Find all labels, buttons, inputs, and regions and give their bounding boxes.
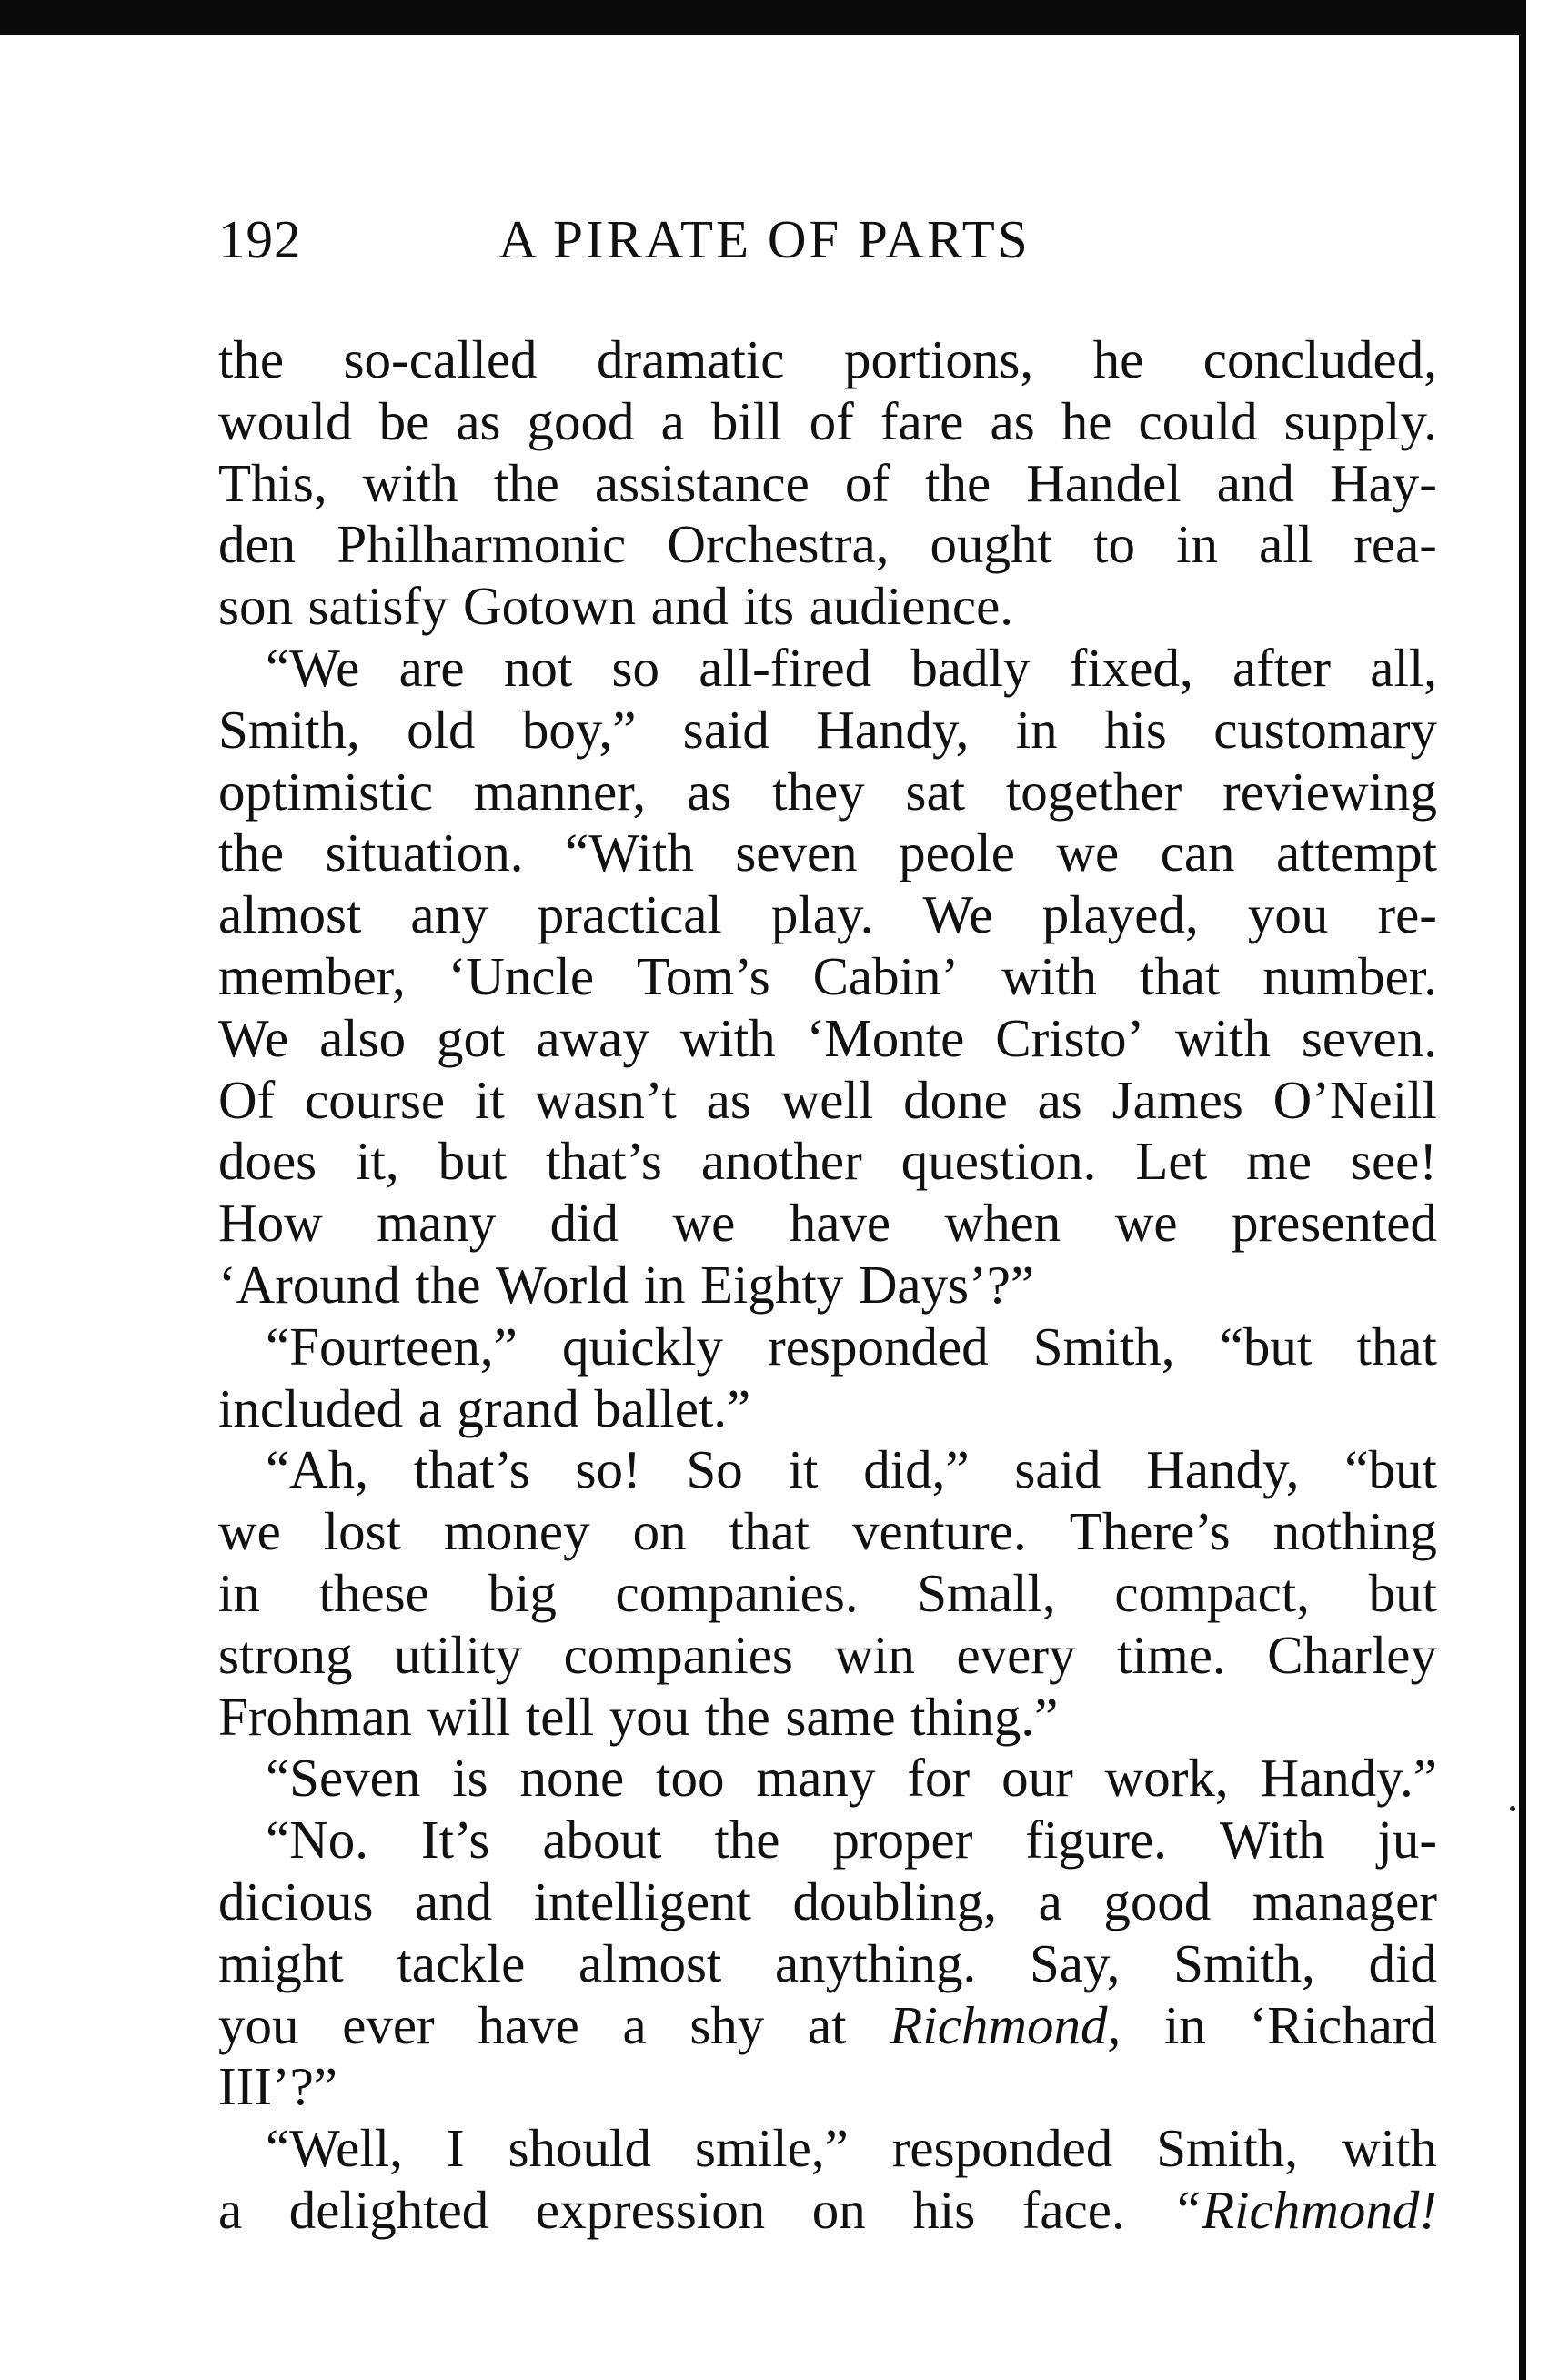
- page-number: 192: [218, 209, 302, 269]
- text-line: [218, 329, 1437, 391]
- word: big: [488, 1562, 557, 1623]
- word: a: [622, 1994, 647, 2055]
- word: its: [743, 576, 795, 637]
- word: it: [474, 1069, 505, 1130]
- word: seven.: [1301, 1007, 1437, 1068]
- word: have: [789, 1193, 891, 1254]
- word: We: [922, 884, 993, 945]
- word: With: [1219, 1810, 1325, 1871]
- word: and: [650, 576, 729, 637]
- word: thing.”: [910, 1686, 1059, 1747]
- word: to: [1093, 514, 1135, 575]
- text-line: [218, 822, 1437, 884]
- word: of: [809, 390, 854, 451]
- word: venture.: [852, 1501, 1027, 1562]
- word: den: [218, 514, 297, 575]
- word: ‘Richard: [1249, 1994, 1437, 2055]
- word: anything.: [775, 1932, 977, 1993]
- word: ‘Monte: [806, 1007, 965, 1068]
- word: can: [1160, 822, 1235, 883]
- word: proper: [832, 1810, 973, 1871]
- word: We: [218, 1007, 289, 1068]
- word: did: [1368, 1932, 1437, 1993]
- text-line: [218, 1193, 1437, 1255]
- word: they: [772, 761, 865, 822]
- word: that: [1356, 1316, 1437, 1377]
- word: concluded,: [1202, 329, 1437, 389]
- word: all-fired: [699, 637, 872, 698]
- text-line: [218, 1008, 1437, 1070]
- text-line: [218, 1131, 1437, 1193]
- word: good: [527, 390, 635, 451]
- word: so: [611, 637, 659, 698]
- word: Say,: [1029, 1932, 1121, 1993]
- text-line: [218, 1070, 1437, 1132]
- word: in: [1176, 514, 1219, 575]
- word: So: [686, 1439, 743, 1500]
- word: does: [218, 1131, 317, 1192]
- word: you: [1247, 884, 1329, 945]
- word: did: [549, 1193, 619, 1254]
- word: Smith,: [1032, 1316, 1175, 1377]
- word: another: [700, 1131, 862, 1192]
- word: the: [704, 1686, 770, 1747]
- word: Days’?”: [858, 1254, 1035, 1315]
- text-line: [218, 514, 1437, 576]
- word: it,: [356, 1131, 399, 1192]
- text-line: [218, 1810, 1437, 1871]
- word: peole: [899, 822, 1015, 883]
- text-line: [218, 2180, 1437, 2242]
- word: away: [536, 1007, 649, 1068]
- word: manner,: [473, 761, 647, 822]
- word: O’Neill: [1272, 1069, 1437, 1130]
- word: fixed,: [1069, 637, 1193, 698]
- word: it: [788, 1439, 819, 1500]
- word: attempt: [1276, 822, 1437, 883]
- word: “but: [1344, 1439, 1437, 1500]
- word: wasn’t: [534, 1069, 677, 1130]
- word: This,: [218, 452, 327, 513]
- word: sat: [905, 761, 966, 822]
- word: in: [643, 1254, 686, 1315]
- word: presented: [1231, 1193, 1437, 1254]
- word: almost: [218, 884, 362, 945]
- word: he: [1092, 329, 1144, 389]
- text-line: [218, 1378, 1437, 1440]
- word: seven: [735, 822, 858, 883]
- text-line: [218, 1501, 1437, 1563]
- word: smile,”: [694, 2118, 849, 2179]
- word: Smith,: [218, 699, 360, 760]
- word: compact,: [1114, 1562, 1310, 1623]
- word: Orchestra,: [667, 514, 890, 575]
- right-border-rule: [1519, 0, 1526, 2380]
- word: but: [1368, 1562, 1437, 1623]
- word: customary: [1213, 699, 1437, 760]
- word: well: [780, 1069, 874, 1130]
- word: included: [218, 1377, 404, 1438]
- word: Cristo’: [995, 1007, 1145, 1068]
- word: Let: [1135, 1131, 1207, 1192]
- word: his: [1104, 699, 1167, 760]
- word: bill: [710, 390, 783, 451]
- text-line: [218, 638, 1437, 700]
- text-line: [218, 1255, 1437, 1316]
- word: optimistic: [218, 761, 433, 822]
- word: the: [415, 1254, 481, 1315]
- word: portions,: [843, 329, 1034, 389]
- word: Richmond,: [890, 1994, 1121, 2055]
- word: would: [218, 390, 353, 451]
- word: reviewing: [1222, 761, 1437, 822]
- word: “but: [1219, 1316, 1313, 1377]
- word: so-called: [343, 329, 538, 389]
- word: Of: [218, 1069, 276, 1130]
- word: practical: [537, 884, 722, 945]
- word: manager: [1252, 1871, 1437, 1931]
- word: I: [446, 2118, 465, 2179]
- word: dramatic: [597, 329, 785, 389]
- word: grand: [457, 1377, 579, 1438]
- word: none: [519, 1748, 625, 1809]
- word: number.: [1262, 945, 1437, 1006]
- word: his: [912, 2179, 976, 2240]
- word: but: [438, 1131, 508, 1192]
- word: Handy.”: [1260, 1748, 1437, 1809]
- word: that’s: [546, 1131, 662, 1192]
- word: satisfy: [307, 576, 448, 637]
- word: we: [672, 1193, 736, 1254]
- word: “Seven: [266, 1748, 421, 1809]
- word: in: [1163, 1994, 1206, 2055]
- word: play.: [770, 884, 874, 945]
- word: be: [378, 390, 430, 451]
- word: on: [632, 1501, 687, 1562]
- word: we: [1114, 1193, 1178, 1254]
- text-line: [218, 1995, 1437, 2057]
- word: a: [1038, 1871, 1062, 1931]
- word: win: [834, 1624, 915, 1685]
- text-line: [218, 946, 1437, 1008]
- word: you: [218, 1994, 299, 2055]
- word: Smith,: [1156, 2118, 1299, 2179]
- word: any: [410, 884, 488, 945]
- word: time.: [1117, 1624, 1226, 1685]
- word: about: [542, 1810, 662, 1871]
- word: almost: [578, 1932, 722, 1993]
- word: played,: [1041, 884, 1199, 945]
- word: Eighty: [699, 1254, 844, 1315]
- word: we: [218, 1501, 281, 1562]
- word: that’s: [413, 1439, 530, 1500]
- word: with: [1342, 2118, 1437, 2179]
- word: with: [679, 1007, 776, 1068]
- word: responded: [768, 1316, 989, 1377]
- text-line: [218, 1439, 1437, 1501]
- word: companies: [563, 1624, 793, 1685]
- text-line: [218, 1748, 1437, 1810]
- word: good: [1103, 1871, 1212, 1931]
- word: situation.: [325, 822, 524, 883]
- word: old: [407, 699, 476, 760]
- word: a: [660, 390, 685, 451]
- scan-speck: [1510, 1806, 1515, 1811]
- word: Charley: [1267, 1624, 1437, 1685]
- word: as: [990, 390, 1035, 451]
- word: at: [808, 1994, 847, 2055]
- word: in: [218, 1562, 260, 1623]
- word: Philharmonic: [337, 514, 627, 575]
- word: tackle: [397, 1932, 526, 1993]
- word: so!: [575, 1439, 641, 1500]
- word: every: [956, 1624, 1076, 1685]
- word: figure.: [1025, 1810, 1167, 1871]
- word: a: [218, 2179, 243, 2240]
- word: It’s: [420, 1810, 490, 1871]
- word: James: [1111, 1069, 1243, 1130]
- word: ballet.”: [594, 1377, 751, 1438]
- word: could: [1138, 390, 1258, 451]
- word: ju-: [1377, 1810, 1437, 1871]
- word: member,: [218, 945, 406, 1006]
- word: as: [687, 761, 732, 822]
- word: face.: [1021, 2179, 1125, 2240]
- text-line: [218, 391, 1437, 453]
- word: Hay-: [1330, 452, 1437, 513]
- text-line: [218, 1316, 1437, 1378]
- word: for: [907, 1748, 971, 1809]
- word: responded: [891, 2118, 1113, 2179]
- word: a: [417, 1377, 442, 1438]
- word: in: [1015, 699, 1058, 760]
- word: all: [1259, 514, 1313, 575]
- word: are: [398, 637, 465, 698]
- word: and: [414, 1871, 493, 1931]
- text-line: [218, 700, 1437, 761]
- word: all,: [1370, 637, 1437, 698]
- word: There’s: [1069, 1501, 1231, 1562]
- word: question.: [900, 1131, 1097, 1192]
- word: “Well,: [266, 2118, 403, 2179]
- text-line: [218, 453, 1437, 515]
- word: me: [1245, 1131, 1313, 1192]
- word: “With: [565, 822, 694, 883]
- body-text: [218, 329, 1437, 2242]
- word: that: [729, 1501, 810, 1562]
- word: we: [1056, 822, 1120, 883]
- word: after: [1232, 637, 1332, 698]
- word: Small,: [917, 1562, 1056, 1623]
- word: “Richmond!: [1172, 2179, 1437, 2240]
- word: quickly: [562, 1316, 723, 1377]
- word: course: [305, 1069, 446, 1130]
- word: intelligent: [533, 1871, 751, 1931]
- word: done: [903, 1069, 1008, 1130]
- text-line: [218, 2056, 1437, 2118]
- word: ought: [930, 514, 1052, 575]
- word: ever: [342, 1994, 435, 2055]
- word: III’?”: [218, 2056, 337, 2117]
- word: Gotown: [463, 576, 637, 637]
- word: “Ah,: [266, 1439, 369, 1500]
- word: the: [218, 822, 285, 883]
- word: strong: [218, 1624, 353, 1685]
- running-head: [218, 207, 1437, 271]
- word: ‘Around: [218, 1254, 400, 1315]
- word: as: [706, 1069, 751, 1130]
- word: many: [756, 1748, 876, 1809]
- word: nothing: [1272, 1501, 1437, 1562]
- word: Smith,: [1173, 1932, 1315, 1993]
- word: companies.: [615, 1562, 859, 1623]
- word: is: [452, 1748, 488, 1809]
- word: How: [218, 1193, 323, 1254]
- word: “No.: [266, 1810, 369, 1871]
- text-line: [218, 1933, 1437, 1995]
- word: dicious: [218, 1871, 374, 1931]
- word: badly: [910, 637, 1031, 698]
- word: as: [456, 390, 501, 451]
- word: said: [682, 699, 769, 760]
- word: “We: [266, 637, 360, 698]
- text-line: [218, 1687, 1437, 1749]
- word: too: [656, 1748, 725, 1809]
- word: fare: [880, 390, 964, 451]
- word: “Fourteen,”: [266, 1316, 518, 1377]
- word: shy: [689, 1994, 765, 2055]
- word: doubling,: [792, 1871, 998, 1931]
- word: also: [319, 1007, 407, 1068]
- word: these: [318, 1562, 429, 1623]
- word: with: [1001, 945, 1097, 1006]
- word: on: [811, 2179, 866, 2240]
- word: as: [1037, 1069, 1082, 1130]
- word: the: [714, 1810, 780, 1871]
- text-line: [218, 576, 1437, 638]
- text-line: [218, 1563, 1437, 1625]
- word: World: [496, 1254, 629, 1315]
- word: Frohman: [218, 1686, 413, 1747]
- word: got: [437, 1007, 506, 1068]
- word: have: [478, 1994, 579, 2055]
- word: tell: [525, 1686, 595, 1747]
- word: same: [785, 1686, 896, 1747]
- word: re-: [1377, 884, 1437, 945]
- word: will: [427, 1686, 511, 1747]
- word: should: [508, 2118, 651, 2179]
- word: many: [377, 1193, 497, 1254]
- word: ‘Uncle: [448, 945, 595, 1006]
- word: he: [1061, 390, 1112, 451]
- word: money: [444, 1501, 590, 1562]
- word: Handel: [1026, 452, 1182, 513]
- word: son: [218, 576, 293, 637]
- word: expression: [535, 2179, 766, 2240]
- word: delighted: [288, 2179, 489, 2240]
- word: the: [218, 329, 285, 389]
- word: with: [1175, 1007, 1271, 1068]
- word: and: [1216, 452, 1294, 513]
- word: Handy,: [816, 699, 970, 760]
- word: of: [844, 452, 890, 513]
- word: our: [1001, 1748, 1073, 1809]
- word: supply.: [1283, 390, 1437, 451]
- word: Handy,: [1146, 1439, 1300, 1500]
- word: the: [925, 452, 991, 513]
- word: utility: [394, 1624, 523, 1685]
- word: when: [944, 1193, 1061, 1254]
- word: you: [609, 1686, 690, 1747]
- word: the: [493, 452, 559, 513]
- word: might: [218, 1932, 344, 1993]
- text-line: [218, 2118, 1437, 2180]
- text-line: [218, 1871, 1437, 1933]
- running-title: A PIRATE OF PARTS: [498, 209, 1031, 269]
- word: not: [503, 637, 573, 698]
- word: work,: [1104, 1748, 1229, 1809]
- word: rea-: [1353, 514, 1437, 575]
- word: with: [362, 452, 458, 513]
- word: lost: [323, 1501, 402, 1562]
- word: said: [1014, 1439, 1101, 1500]
- word: audience.: [809, 576, 1014, 637]
- top-border-rule: [0, 0, 1526, 35]
- word: together: [1005, 761, 1182, 822]
- word: Cabin’: [812, 945, 960, 1006]
- word: boy,”: [521, 699, 637, 760]
- text-line: [218, 761, 1437, 823]
- word: assistance: [594, 452, 810, 513]
- word: that: [1139, 945, 1221, 1006]
- word: did,”: [863, 1439, 970, 1500]
- word: Tom’s: [637, 945, 770, 1006]
- text-line: [218, 884, 1437, 946]
- text-line: [218, 1625, 1437, 1687]
- word: see!: [1351, 1131, 1437, 1192]
